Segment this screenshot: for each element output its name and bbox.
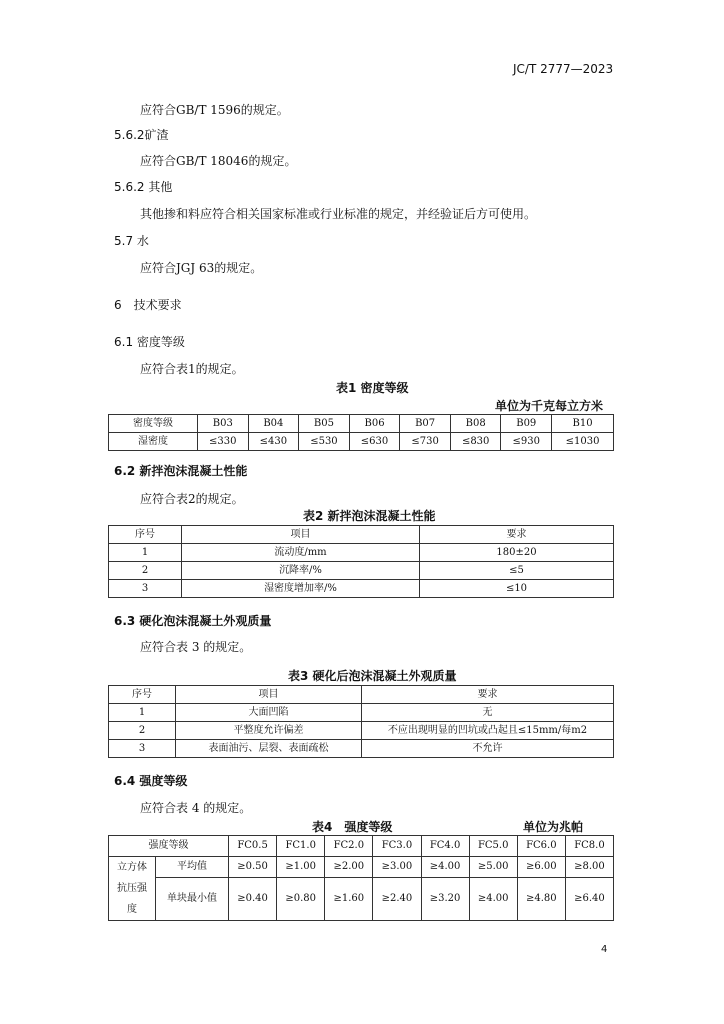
table-cell: ≥0.80 — [277, 878, 325, 921]
table-cell: 要求 — [362, 686, 614, 704]
table-cell: FC4.0 — [421, 836, 469, 857]
table-row — [109, 878, 614, 921]
table-cell: ≥5.00 — [469, 857, 517, 878]
table-cell: 单块最小值 — [156, 878, 229, 921]
table-row — [109, 433, 614, 451]
table-cell: 2 — [109, 722, 176, 740]
table-cell: 1 — [109, 704, 176, 722]
table-cell: ≤630 — [349, 433, 400, 451]
table-cell: 密度等级 — [109, 415, 198, 433]
para-6-3: 应符合表 3 的规定。 — [140, 640, 252, 654]
table-row — [109, 544, 614, 562]
table-cell: B07 — [400, 415, 451, 433]
table-row — [109, 686, 614, 704]
table-cell: 序号 — [109, 526, 182, 544]
table-cell: B08 — [450, 415, 501, 433]
table-cell: ≤330 — [198, 433, 249, 451]
table-cell: ≥1.60 — [325, 878, 373, 921]
heading-6-3: 6.3 硬化泡沫混凝土外观质量 — [114, 614, 272, 628]
table-cell: FC5.0 — [469, 836, 517, 857]
table-cell: 序号 — [109, 686, 176, 704]
table-cell: 2 — [109, 562, 182, 580]
table-cell: 平整度允许偏差 — [176, 722, 362, 740]
table-cell: B10 — [552, 415, 614, 433]
table1-caption: 表1 密度等级 — [336, 381, 409, 395]
group-label-line: 立方体 — [117, 862, 147, 873]
table-cell: 1 — [109, 544, 182, 562]
table-cell: ≥2.40 — [373, 878, 421, 921]
table1-density-grade — [108, 414, 614, 451]
para-6-4: 应符合表 4 的规定。 — [140, 801, 252, 815]
table-cell: ≤5 — [420, 562, 614, 580]
table-cell: 表面油污、层裂、表面疏松 — [176, 740, 362, 758]
table-cell: ≥2.00 — [325, 857, 373, 878]
table-cell: B06 — [349, 415, 400, 433]
table-cell: ≥4.80 — [517, 878, 565, 921]
table-cell: ≥6.40 — [565, 878, 613, 921]
heading-5-6-2-other: 5.6.2 其他 — [114, 180, 173, 194]
heading-5-7: 5.7 水 — [114, 234, 149, 248]
table-cell: ≥6.00 — [517, 857, 565, 878]
table-cell: ≥0.40 — [229, 878, 277, 921]
heading-6: 6 技术要求 — [114, 298, 182, 312]
group-label-line: 抗压强 — [117, 883, 147, 894]
para-5-6-2-other: 其他掺和料应符合相关国家标准或行业标准的规定，并经验证后方可使用。 — [140, 207, 537, 221]
para-5-7: 应符合JGJ 63的规定。 — [140, 261, 263, 275]
table-cell: FC3.0 — [373, 836, 421, 857]
table-cell: ≥3.00 — [373, 857, 421, 878]
table-cell: B05 — [299, 415, 350, 433]
table-cell-group-label — [109, 857, 156, 921]
table-row — [109, 562, 614, 580]
table-cell: 湿密度增加率/% — [182, 580, 420, 598]
heading-6-1: 6.1 密度等级 — [114, 335, 185, 349]
group-label-line: 度 — [127, 904, 137, 915]
table-cell: 3 — [109, 580, 182, 598]
table-cell: ≤430 — [248, 433, 299, 451]
heading-5-6-2-slag: 5.6.2矿渣 — [114, 128, 169, 142]
standard-code: JC/T 2777—2023 — [513, 62, 614, 76]
table2-caption: 表2 新拌泡沫混凝土性能 — [303, 509, 436, 523]
table-row — [109, 526, 614, 544]
table-row — [109, 740, 614, 758]
table2-fresh-properties — [108, 525, 614, 598]
table4-strength-grade — [108, 835, 614, 921]
table-cell: ≥1.00 — [277, 857, 325, 878]
table-row — [109, 836, 614, 857]
table-row — [109, 722, 614, 740]
table-row — [109, 857, 614, 878]
table-cell: 不应出现明显的凹坑或凸起且≤15mm/每m2 — [362, 722, 614, 740]
table-cell: ≥0.50 — [229, 857, 277, 878]
heading-6-2: 6.2 新拌泡沫混凝土性能 — [114, 464, 248, 478]
table-cell: ≤730 — [400, 433, 451, 451]
table-row — [109, 704, 614, 722]
table-cell: ≥8.00 — [565, 857, 613, 878]
para-5-6-2-slag: 应符合GB/T 18046的规定。 — [140, 154, 297, 168]
table-cell: FC1.0 — [277, 836, 325, 857]
table-cell: 要求 — [420, 526, 614, 544]
table-cell: B04 — [248, 415, 299, 433]
table-cell: 流动度/mm — [182, 544, 420, 562]
table-cell: ≤10 — [420, 580, 614, 598]
table-cell: FC2.0 — [325, 836, 373, 857]
table-cell: 3 — [109, 740, 176, 758]
table4-unit: 单位为兆帕 — [523, 820, 584, 834]
table-cell: 180±20 — [420, 544, 614, 562]
table-row — [109, 580, 614, 598]
table-cell: ≥4.00 — [469, 878, 517, 921]
table-cell: ≤530 — [299, 433, 350, 451]
table-cell: 湿密度 — [109, 433, 198, 451]
para-6-1: 应符合表1的规定。 — [140, 362, 244, 376]
table-cell: 大面凹陷 — [176, 704, 362, 722]
table-cell: FC8.0 — [565, 836, 613, 857]
table-cell: B09 — [501, 415, 552, 433]
table1-unit: 单位为千克每立方米 — [495, 399, 604, 413]
table-cell: 沉降率/% — [182, 562, 420, 580]
heading-6-4: 6.4 强度等级 — [114, 774, 188, 788]
table-cell: 项目 — [182, 526, 420, 544]
table4-caption: 表4 强度等级 — [312, 820, 393, 834]
table-cell: ≥4.00 — [421, 857, 469, 878]
para-6-2: 应符合表2的规定。 — [140, 492, 244, 506]
table-cell: ≥3.20 — [421, 878, 469, 921]
para-5-6-1: 应符合GB/T 1596的规定。 — [140, 103, 289, 117]
table-row — [109, 415, 614, 433]
table-cell: FC6.0 — [517, 836, 565, 857]
table-cell: 平均值 — [156, 857, 229, 878]
table-cell: 强度等级 — [109, 836, 229, 857]
table-cell: 不允许 — [362, 740, 614, 758]
page-number: 4 — [601, 944, 608, 955]
table-cell: ≤1030 — [552, 433, 614, 451]
table-cell: 无 — [362, 704, 614, 722]
table-cell: 项目 — [176, 686, 362, 704]
table-cell: ≤830 — [450, 433, 501, 451]
table-cell: FC0.5 — [229, 836, 277, 857]
table3-appearance-quality — [108, 685, 614, 758]
table-cell: ≤930 — [501, 433, 552, 451]
table-cell: B03 — [198, 415, 249, 433]
table3-caption: 表3 硬化后泡沫混凝土外观质量 — [288, 669, 457, 683]
